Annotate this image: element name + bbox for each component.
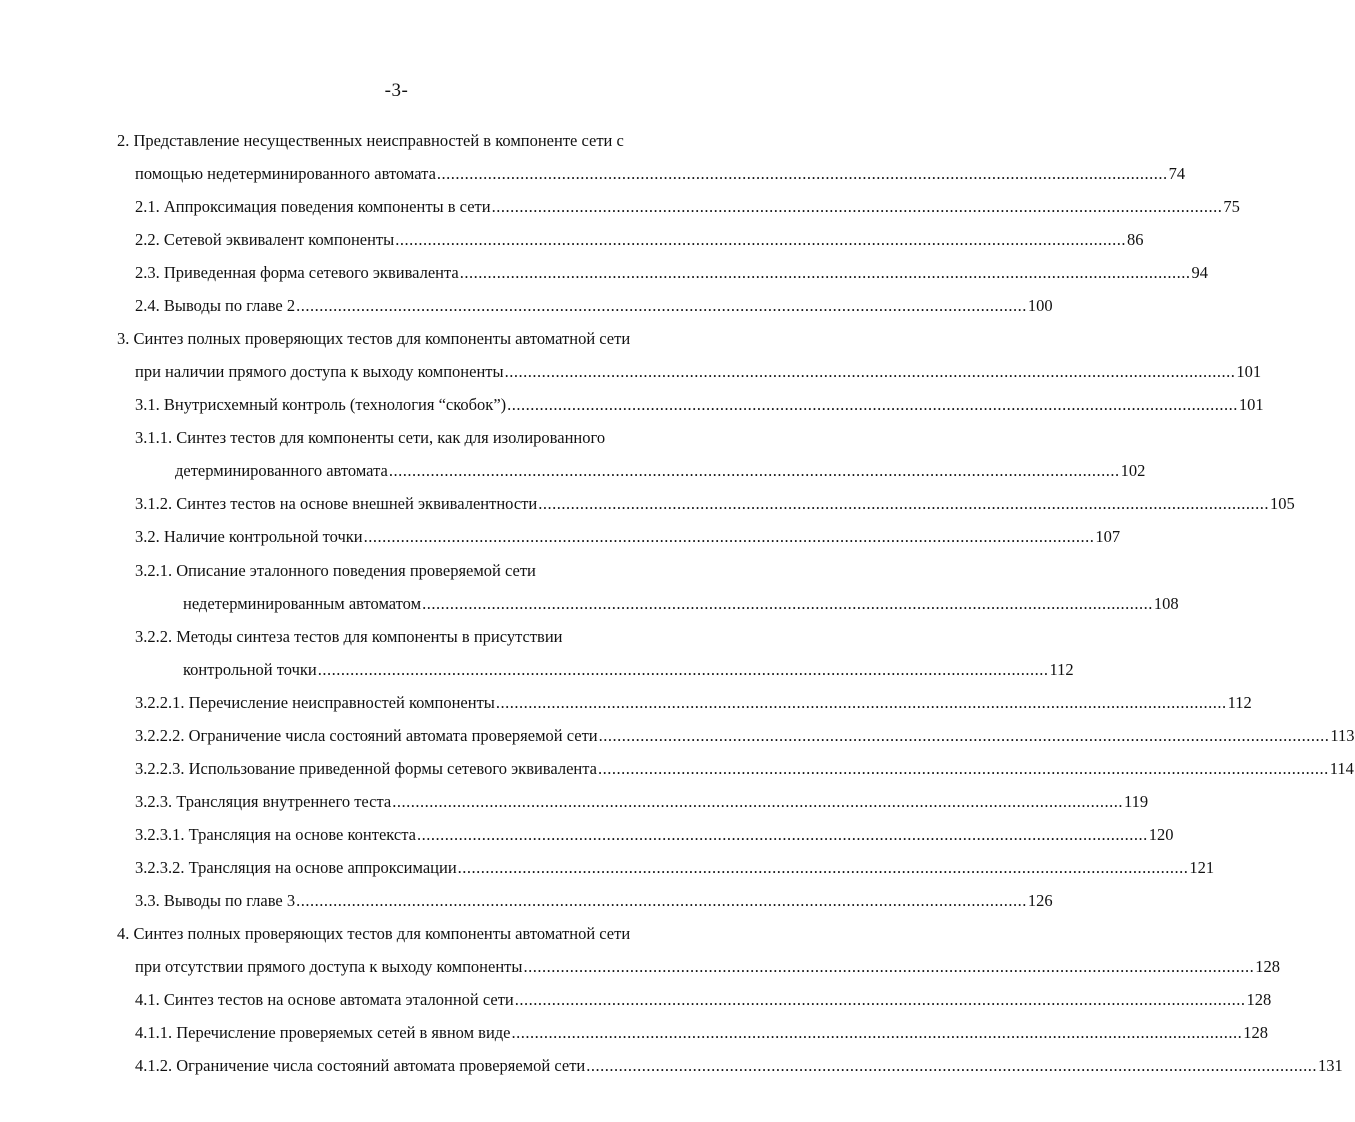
page-number: -3- — [384, 80, 409, 101]
toc-heading-chapter-2: 2. Представление несущественных неисправностей в компоненте сети с — [117, 131, 624, 150]
toc-entry-text: 2.4. Выводы по главе 2 — [135, 296, 296, 315]
toc-entry-text: 3.2.2.3. Использование приведенной формы сетевого эквивалента — [135, 759, 597, 778]
toc-entry-text: детерминированного автомата — [175, 461, 388, 480]
toc-page-number: 100 — [1027, 296, 1053, 315]
toc-leader-dots: .............................................................................................................................................................. — [457, 858, 1189, 877]
toc-page-number: 74 — [1168, 164, 1186, 183]
toc-leader-dots: .............................................................................................................................................................. — [597, 759, 1329, 778]
toc-entry-3-1-1 — [175, 460, 1146, 482]
toc-page-number: 128 — [1246, 990, 1272, 1009]
toc-leader-dots: .............................................................................................................................................................. — [392, 792, 1123, 811]
toc-page-number: 75 — [1223, 197, 1240, 216]
toc-leader-dots: .............................................................................................................................................................. — [495, 693, 1227, 712]
toc-page-number: 94 — [1191, 263, 1208, 282]
toc-entry-text: 3.2.3.2. Трансляция на основе аппроксимации — [135, 858, 457, 877]
toc-entry-3-2-3 — [135, 791, 1149, 813]
toc-entry-text: 2.2. Сетевой эквивалент компоненты — [135, 230, 395, 249]
toc-entry-3-2-3-1 — [135, 824, 1174, 846]
toc-page-number: 86 — [1126, 230, 1144, 249]
toc-entry-text: помощью недетерминированного автомата — [135, 164, 436, 183]
toc-heading-chapter-4: 4. Синтез полных проверяющих тестов для компоненты автоматной сети — [117, 924, 631, 943]
toc-page-number: 131 — [1318, 1056, 1343, 1075]
toc-heading-chapter-3: 3. Синтез полных проверяющих тестов для компоненты автоматной сети — [117, 329, 631, 348]
toc-entry-2-1 — [135, 196, 1240, 218]
toc-page-number: 107 — [1095, 527, 1121, 546]
toc-entry-text: 3.1.2. Синтез тестов на основе внешней эквивалентности — [135, 494, 538, 513]
toc-entry-text: при отсутствии прямого доступа к выходу компоненты — [135, 957, 523, 976]
toc-leader-dots: .............................................................................................................................................................. — [395, 230, 1126, 249]
toc-leader-dots: .............................................................................................................................................................. — [586, 1056, 1317, 1075]
toc-page-number: 119 — [1123, 792, 1149, 811]
toc-page-number: 112 — [1049, 660, 1074, 679]
toc-leader-dots: .............................................................................................................................................................. — [436, 164, 1168, 183]
toc-page-number: 101 — [1236, 362, 1262, 381]
toc-leader-dots: .............................................................................................................................................................. — [507, 395, 1238, 414]
toc-leader-dots: .............................................................................................................................................................. — [538, 494, 1269, 513]
toc-entry-chapter-2 — [135, 163, 1186, 185]
toc-leader-dots: .............................................................................................................................................................. — [296, 891, 1027, 910]
toc-entry-text: 3.2. Наличие контрольной точки — [135, 527, 363, 546]
toc-leader-dots: .............................................................................................................................................................. — [459, 263, 1191, 282]
toc-entry-4-1 — [135, 989, 1272, 1011]
toc-entry-text: контрольной точки — [183, 660, 317, 679]
toc-leader-dots: .............................................................................................................................................................. — [416, 825, 1148, 844]
toc-entry-3-2 — [135, 526, 1121, 548]
toc-page-number: 102 — [1120, 461, 1146, 480]
toc-page-number: 128 — [1255, 957, 1280, 976]
toc-entry-text: 4.1. Синтез тестов на основе автомата эталонной сети — [135, 990, 514, 1009]
toc-entry-text: 3.2.3.1. Трансляция на основе контекста — [135, 825, 416, 844]
toc-entry-4-1-2 — [135, 1055, 1343, 1077]
toc-entry-text: 3.2.2.2. Ограничение числа состояний автомата проверяемой сети — [135, 726, 598, 745]
toc-entry-chapter-3 — [135, 361, 1262, 383]
toc-page-number: 105 — [1269, 494, 1295, 513]
toc-leader-dots: .............................................................................................................................................................. — [363, 527, 1095, 546]
toc-entry-text: при наличии прямого доступа к выходу компоненты — [135, 362, 504, 381]
toc-leader-dots: .............................................................................................................................................................. — [598, 726, 1330, 745]
toc-entry-3-3 — [135, 890, 1053, 912]
toc-heading-3-1-1: 3.1.1. Синтез тестов для компоненты сети, как для изолированного — [135, 428, 606, 447]
toc-leader-dots: .............................................................................................................................................................. — [422, 594, 1153, 613]
toc-entry-text: 2.1. Аппроксимация поведения компоненты в сети — [135, 197, 491, 216]
toc-entry-text: 3.3. Выводы по главе 3 — [135, 891, 296, 910]
toc-entry-text: 4.1.1. Перечисление проверяемых сетей в явном виде — [135, 1023, 511, 1042]
toc-entry-4-1-1 — [135, 1022, 1268, 1044]
toc-page-number: 101 — [1238, 395, 1264, 414]
toc-page-number: 113 — [1330, 726, 1355, 745]
toc-entry-text: 3.1. Внутрисхемный контроль (технология “скобок”) — [135, 395, 507, 414]
toc-entry-text: 3.2.2.1. Перечисление неисправностей компоненты — [135, 693, 495, 712]
toc-entry-3-1-2 — [135, 493, 1295, 515]
toc-entry-text: недетерминированным автоматом — [183, 594, 422, 613]
toc-entry-text: 3.2.3. Трансляция внутреннего теста — [135, 792, 392, 811]
toc-heading-3-2-2: 3.2.2. Методы синтеза тестов для компоненты в присутствии — [135, 627, 563, 646]
toc-page-number: 112 — [1227, 693, 1252, 712]
toc-page-number: 108 — [1153, 594, 1179, 613]
toc-entry-3-2-1 — [183, 593, 1179, 615]
toc-entry-text: 4.1.2. Ограничение числа состояний автомата проверяемой сети — [135, 1056, 586, 1075]
toc-entry-3-2-2-3 — [135, 758, 1354, 780]
toc-leader-dots: .............................................................................................................................................................. — [504, 362, 1236, 381]
toc-entry-3-1 — [135, 394, 1264, 416]
toc-page-number: 120 — [1148, 825, 1174, 844]
toc-entry-3-2-2-2 — [135, 725, 1355, 747]
toc-page-number: 114 — [1329, 759, 1354, 778]
toc-leader-dots: .............................................................................................................................................................. — [296, 296, 1027, 315]
toc-leader-dots: .............................................................................................................................................................. — [317, 660, 1049, 679]
toc-entry-2-2 — [135, 229, 1144, 251]
toc-entry-2-3 — [135, 262, 1208, 284]
toc-heading-3-2-1: 3.2.1. Описание эталонного поведения проверяемой сети — [135, 561, 536, 580]
toc-entry-3-2-2-1 — [135, 692, 1252, 714]
toc-leader-dots: .............................................................................................................................................................. — [511, 1023, 1243, 1042]
toc-page-number: 126 — [1027, 891, 1053, 910]
toc-leader-dots: .............................................................................................................................................................. — [523, 957, 1255, 976]
toc-leader-dots: .............................................................................................................................................................. — [514, 990, 1246, 1009]
toc-leader-dots: .............................................................................................................................................................. — [388, 461, 1120, 480]
toc-entry-text: 2.3. Приведенная форма сетевого эквивалента — [135, 263, 459, 282]
toc-entry-3-2-2 — [183, 659, 1074, 681]
toc-entry-chapter-4 — [135, 956, 1280, 978]
toc-entry-3-2-3-2 — [135, 857, 1215, 879]
toc-entry-2-4 — [135, 295, 1053, 317]
toc-leader-dots: .............................................................................................................................................................. — [491, 197, 1223, 216]
toc-page-number: 128 — [1243, 1023, 1268, 1042]
toc-page-number: 121 — [1189, 858, 1215, 877]
